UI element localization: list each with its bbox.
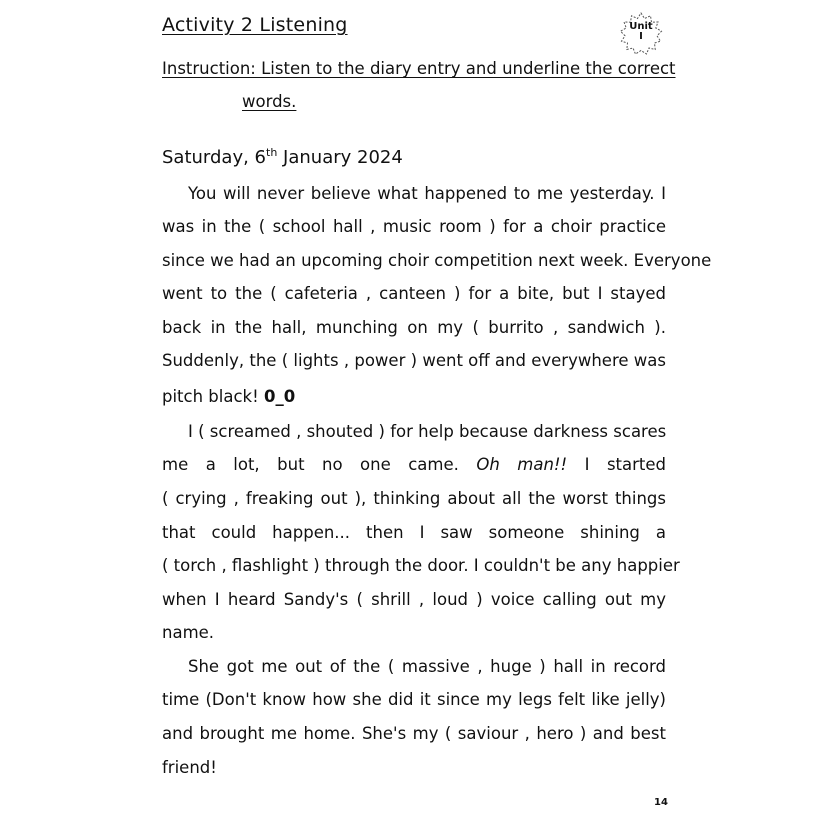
diary-line: time (Don't know how she did it since my legs felt like jelly) — [162, 690, 666, 709]
diary-line: back in the hall, munching on my ( burrito , sandwich ). — [162, 318, 666, 337]
date-day: Saturday, 6 — [162, 147, 267, 168]
diary-text: me a lot, but no one came. — [162, 455, 459, 474]
diary-line — [162, 453, 666, 477]
diary-line: ( torch , flashlight ) through the door. I couldn't be any happier — [162, 556, 680, 575]
diary-line: I ( screamed , shouted ) for help because darkness scares — [188, 422, 667, 441]
activity-title: Activity 2 Listening — [162, 14, 348, 36]
instruction-line-1: Instruction: Listen to the diary entry and underline the correct — [162, 59, 676, 78]
diary-line: ( crying , freaking out ), thinking about all the worst things — [162, 489, 666, 508]
diary-line: was in the ( school hall , music room ) for a choir practice — [162, 217, 666, 236]
date-ordinal: th — [266, 146, 278, 159]
emoticon-text: 0_0 — [263, 387, 296, 406]
diary-line: went to the ( cafeteria , canteen ) for a bite, but I stayed — [162, 284, 666, 303]
diary-line: Suddenly, the ( lights , power ) went off and everywhere was — [162, 351, 666, 370]
diary-line: since we had an upcoming choir competition next week. Everyone — [162, 251, 712, 270]
diary-line — [162, 385, 666, 409]
diary-line: You will never believe what happened to me yesterday. I — [188, 184, 666, 203]
diary-text: I started — [584, 455, 667, 474]
unit-badge — [619, 12, 663, 56]
diary-line: that could happen... then I saw someone shining a — [162, 523, 666, 542]
page-number: 14 — [654, 797, 668, 808]
diary-line: and brought me home. She's my ( saviour , hero ) and best — [162, 724, 666, 743]
exclamation-text: Oh man!! — [476, 455, 568, 474]
unit-number: I — [639, 31, 643, 42]
instruction — [162, 52, 676, 118]
date-month-year: January 2024 — [283, 147, 403, 168]
diary-text: pitch black! — [162, 387, 259, 406]
unit-label: Unit — [629, 21, 653, 32]
diary-date — [162, 146, 403, 168]
diary-line: when I heard Sandy's ( shrill , loud ) voice calling out my — [162, 590, 666, 609]
diary-line: name. — [162, 623, 215, 642]
instruction-line-2: words. — [242, 92, 297, 111]
diary-line: friend! — [162, 758, 217, 777]
diary-line: She got me out of the ( massive , huge ) hall in record — [188, 657, 666, 676]
